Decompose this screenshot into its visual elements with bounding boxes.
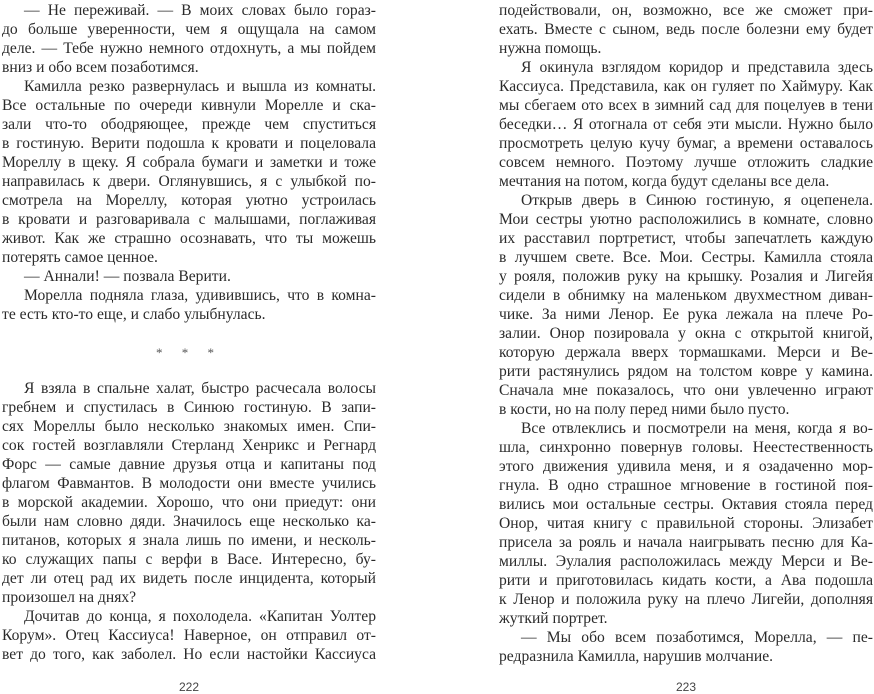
text-line: ехать. Вместе с сыном, ведь после болезни ему будет (499, 21, 873, 38)
text-line: Сначала мне показалось, что они увлеченно играют (499, 382, 873, 399)
text-line: в морской академии. Хорошо, что они приедут: они (2, 494, 376, 511)
text-line: присела за рояль и начала наигрывать песню для Ка- (499, 534, 873, 551)
text-line: — Мы обо всем позаботимся, Морелла, — пе- (521, 629, 873, 646)
text-line: Все остальные по очереди кивнули Морелле и ска- (2, 97, 376, 114)
text-line: залии. Онор позировала у окна с открытой книгой, (499, 325, 873, 342)
text-line: беседки… Я отогнала от себя эти мысли. Нужно было (499, 116, 873, 133)
text-line: у рояля, положив руку на крышку. Розалия и Лигейя (499, 268, 873, 285)
text-line: направилась к двери. Оглянувшись, я с улыбкой по- (2, 173, 376, 190)
text-line: мы сбегаем ото всех в зимний сад для поцелуев в тени (499, 97, 873, 114)
text-line: Форс — самые давние друзья отца и капитаны под (2, 456, 376, 473)
text-line: Все отвлеклись и посмотрели на меня, когда я во- (521, 420, 873, 437)
text-line: в лучшем свете. Все. Мои. Сестры. Камилла стояла (499, 249, 873, 266)
text-line: подействовали, он, возможно, все же сможет при- (499, 2, 873, 19)
text-line: рити растянулись рядом на толстом ковре у камина. (499, 363, 873, 380)
text-line: просмотреть целую кучу бумаг, а времени оставалось (499, 135, 873, 152)
text-line: сидели в обнимку на маленьком двухместном диван- (499, 287, 873, 304)
text-line: жуткий портрет. (499, 610, 608, 627)
text-line: — Не переживай. — В моих словах было гораз- (24, 2, 376, 19)
text-line: дет ли отец рад их видеть после инцидента, который (2, 570, 376, 587)
text-line: их расставил портретист, чтобы запечатлеть каждую (499, 230, 873, 247)
text-line: до больше уверенности, чем я ощущала на самом (2, 21, 376, 38)
text-line: в кровати и разговаривала с малышами, поглаживая (2, 211, 376, 228)
text-line: Корум». Отец Кассиуса! Наверное, он отправил от- (2, 627, 376, 644)
text-line: в кости, но на полу перед ними было пусто. (499, 401, 790, 418)
page-number: 223 (675, 680, 697, 694)
text-line: зали что-то ободряющее, прежде чем спуститься (2, 116, 376, 133)
left-page (2, 0, 376, 694)
text-line: Кассиуса. Представила, как он гуляет по Хаймуру. Как (499, 78, 873, 95)
text-line: гнула. В одно страшное мгновение в гостиной поя- (499, 477, 873, 494)
text-line: совсем немного. Поэтому лучше отложить сладкие (499, 154, 873, 171)
text-line: Морелла подняла глаза, удивившись, что в комна- (24, 287, 376, 304)
text-line: Я окинула взглядом коридор и представила здесь (521, 59, 873, 76)
text-line: — Аннали! — позвала Верити. (24, 268, 231, 285)
right-page (499, 0, 873, 694)
text-line: мечтания на потом, когда будут сделаны все дела. (499, 173, 830, 190)
text-line: сок гостей возглавляли Стерланд Хенрикс и Регнард (2, 437, 376, 454)
text-line: к Ленор и положила руку на плечо Лигейи, дополняя (499, 591, 873, 608)
text-line: Камилла резко развернулась и вышла из комнаты. (24, 78, 376, 95)
text-line: редразнила Камилла, нарушив молчание. (499, 648, 774, 665)
text-line: Мореллу в щеку. Я собрала бумаги и заметки и тоже (2, 154, 376, 171)
text-line: вет до того, как заболел. Но если настойки Кассиуса (2, 646, 376, 663)
section-separator: * * * (156, 345, 222, 360)
text-line: питанов, которых я знала лишь по имени, и несколь- (2, 532, 376, 549)
text-line: вились мои остальные сестры. Октавия стояла перед (499, 496, 873, 513)
text-line: живот. Как же страшно осознавать, что ты можешь (2, 230, 376, 247)
text-line: которую держала вверх тормашками. Мерси и Ве- (499, 344, 873, 361)
text-line: нужна помощь. (499, 40, 602, 57)
text-line: рити и приготовилась кидать кости, а Ава подошла (499, 572, 873, 589)
text-line: шла, синхронно повернув головы. Неестественность (499, 439, 873, 456)
text-line: деле. — Тебе нужно немного отдохнуть, а мы пойдем (2, 40, 376, 57)
text-line: Мои сестры уютно расположились в комнате, словно (499, 211, 873, 228)
text-line: Дочитав до конца, я похолодела. «Капитан Уолтер (24, 608, 376, 625)
text-line: Открыв дверь в Синюю гостиную, я оцепенела. (521, 192, 873, 209)
text-line: ко служащих папы с верфи в Васе. Интересно, бу- (2, 551, 376, 568)
text-line: Онор, читая книгу с правильной стороны. Элизабет (499, 515, 873, 532)
text-line: произошел на днях? (2, 589, 137, 606)
text-line: этого движения удивила меня, и я озадаченно мор- (499, 458, 873, 475)
text-line: вниз и обо всем позаботимся. (2, 59, 199, 76)
text-line: были нам словно дяди. Значилось еще несколько ка- (2, 513, 376, 530)
text-line: сях Мореллы было несколько знакомых имен. Спи- (2, 418, 376, 435)
page-number: 222 (178, 680, 200, 694)
text-line: те есть кто-то еще, и слабо улыбнулась. (2, 306, 266, 323)
text-line: потерять самое ценное. (2, 249, 158, 266)
text-line: в гостиную. Верити подошла к кровати и поцеловала (2, 135, 376, 152)
text-line: гребнем и спустилась в Синюю гостиную. В запи- (2, 399, 376, 416)
text-line: миллы. Эулалия расположилась между Мерси и Ве- (499, 553, 873, 570)
text-line: чике. За ними Ленор. Ее рука лежала на плече Ро- (499, 306, 873, 323)
text-line: смотрела на Мореллу, которая уютно устроилась (2, 192, 376, 209)
text-line: Я взяла в спальне халат, быстро расчесала волосы (24, 380, 376, 397)
text-line: флагом Фавмантов. В молодости они вместе учились (2, 475, 376, 492)
